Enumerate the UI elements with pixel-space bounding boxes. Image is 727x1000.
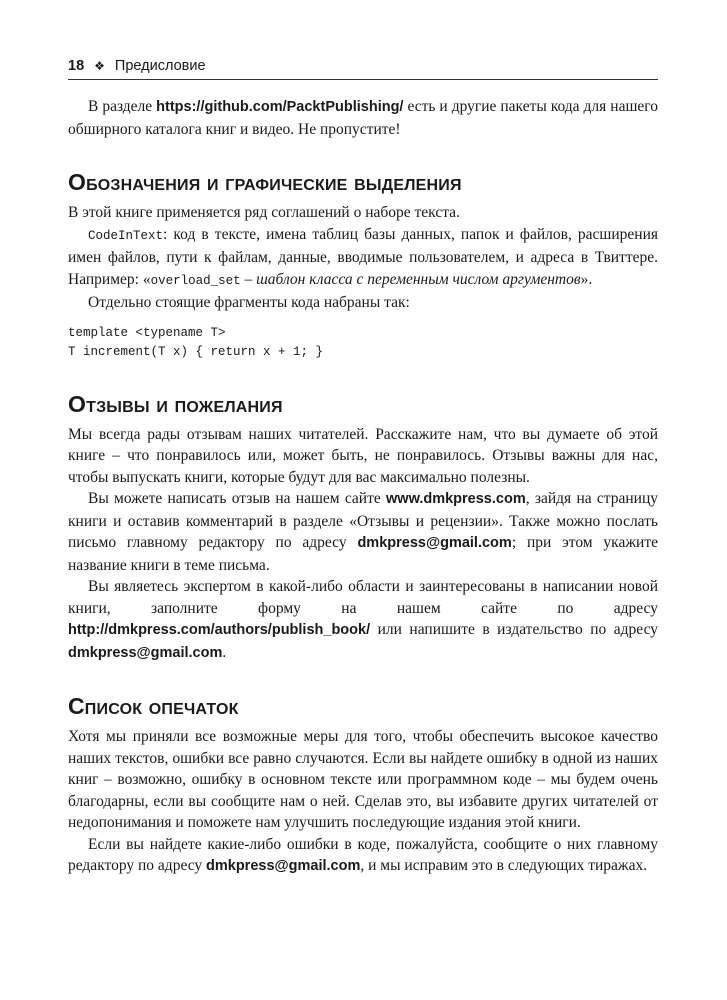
code-block bbox=[68, 324, 658, 362]
publish-url-link: http://dmkpress.com/authors/publish_book/ bbox=[68, 622, 371, 638]
errata-paragraph-2: Если вы найдете какие-либо ошибки в коде, пожалуйста, сообщите о них главному редактору по адресу dmkpress@gmail.com, и мы исправим это в следующих тиражах. bbox=[68, 835, 658, 874]
email-link: dmkpress@gmail.com bbox=[68, 644, 223, 661]
feedback-paragraph-1: Мы всегда рады отзывам наших читателей. Расскажите нам, что вы думаете об этой книге – что понравилось или, может быть, не понравилось. Отзывы важны для нас, чтобы выпускать книги, которые будут для вас максимально полезны. bbox=[68, 425, 658, 486]
email-link: dmkpress@gmail.com bbox=[206, 858, 361, 874]
inline-code: CodeInText bbox=[88, 228, 164, 243]
conventions-paragraph-1: В этой книге применяется ряд соглашений о наборе текста. bbox=[68, 204, 460, 221]
feedback-heading: Отзывы и пожелания bbox=[68, 390, 283, 417]
italic-example: – шаблон класса с переменным числом аргументов bbox=[240, 270, 581, 288]
github-link: https://github.com/PacktPublishing/ bbox=[156, 99, 404, 115]
feedback-paragraph-2: Вы можете написать отзыв на нашем сайте www.dmkpress.com, зайдя на страницу книги и оставив комментарий в разделе «Отзывы и рецензии». Также можно послать письмо главному редактору по адресу dmkpress@gmail.com; при этом укажите название книги в теме письма. bbox=[68, 490, 659, 574]
conventions-paragraph-2: CodeInText: код в тексте, имена таблиц базы данных, папок и файлов, расширения имен файлов, пути к файлам, данные, вводимые пользователем, и адреса в Твиттере. Например: «overload_set – шаблон класса с переменным числом аргументов». bbox=[68, 225, 658, 288]
email-link: dmkpress@gmail.com bbox=[357, 535, 512, 551]
code-line: template <typename T> bbox=[68, 325, 226, 340]
errata-heading: Список опечаток bbox=[68, 693, 239, 719]
running-header-title: Предисловие bbox=[114, 58, 206, 74]
page-number: 18 bbox=[68, 58, 85, 74]
inline-code-example: overload_set bbox=[150, 273, 241, 288]
running-header bbox=[68, 56, 658, 80]
site-link: www.dmkpress.com bbox=[386, 491, 526, 507]
conventions-paragraph-3: Отдельно стоящие фрагменты кода набраны так: bbox=[88, 294, 410, 311]
ornament-icon: ❖ bbox=[94, 59, 105, 73]
intro-paragraph: В разделе https://github.com/PacktPublishing/ есть и другие пакеты кода для нашего обширного каталога книг и видео. Не пропустите! bbox=[68, 98, 658, 138]
errata-paragraph-1: Хотя мы приняли все возможные меры для того, чтобы обеспечить высокое качество наших текстов, ошибки все равно случаются. Если вы найдете ошибку в одной из наших книг – возможно, ошибку в основном тексте или программном коде – мы будем очень благодарны, если вы сообщите нам о ней. Сделав это, вы избавите других читателей от недопонимания и поможете нам улучшить последующие издания этой книги. bbox=[68, 728, 658, 831]
book-page bbox=[68, 56, 658, 878]
conventions-heading: Обозначения и графические выделения bbox=[68, 169, 462, 195]
feedback-paragraph-3: Вы являетесь экспертом в какой-либо области и заинтересованы в написании новой книги, заполните форму на нашем сайте по адресу http://dmkpress.com/authors/publish_book/ или напишите в издательство по адресу dmkpress@gmail.com. bbox=[68, 578, 658, 661]
code-line: T increment(T x) { return x + 1; } bbox=[68, 344, 324, 359]
